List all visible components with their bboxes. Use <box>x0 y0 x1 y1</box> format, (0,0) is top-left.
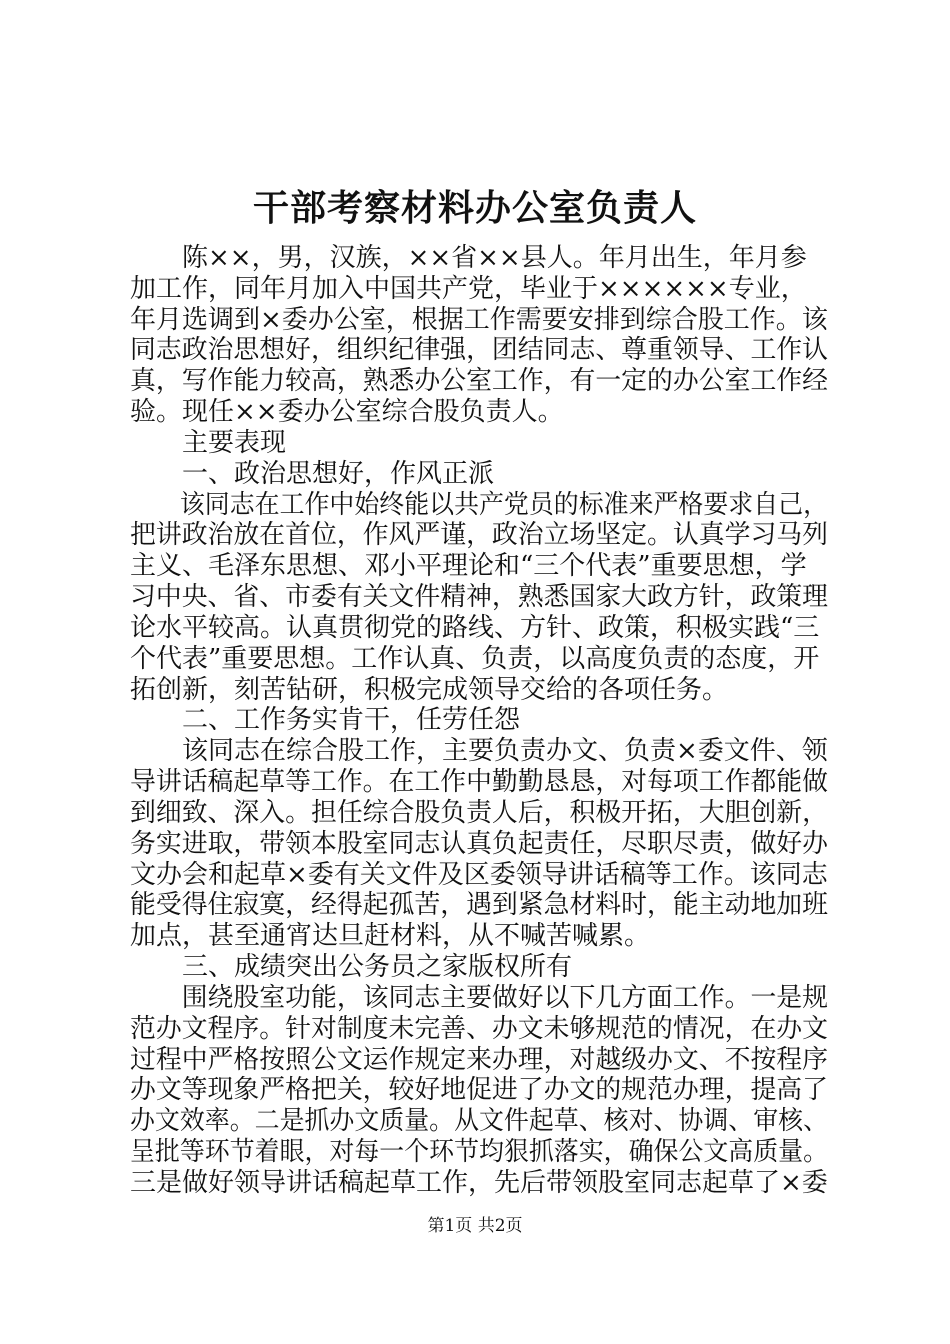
text-line: 二、工作务实肯干，任劳任怨 <box>130 705 521 735</box>
text-line: 同志政治思想好，组织纪律强，团结同志、尊重领导、工作认 <box>130 335 829 365</box>
text-line: 验。现任××委办公室综合股负责人。 <box>130 397 564 427</box>
text-line: 办文效率。二是抓办文质量。从文件起草、核对、协调、审核、 <box>130 1106 829 1136</box>
text-line: 三、成绩突出公务员之家版权所有 <box>130 952 573 982</box>
text-line: 办文等现象严格把关，较好地促进了办文的规范办理，提高了 <box>130 1075 829 1105</box>
text-line: 个代表”重要思想。工作认真、负责，以高度负责的态度，开 <box>130 644 820 674</box>
text-line: 围绕股室功能，该同志主要做好以下几方面工作。一是规 <box>130 983 829 1013</box>
text-line: 呈批等环节着眼，对每一个环节均狠抓落实，确保公文高质量。 <box>130 1137 829 1167</box>
text-line: 文办会和起草×委有关文件及区委领导讲话稿等工作。该同志 <box>130 860 828 890</box>
text-line: 能受得住寂寞，经得起孤苦，遇到紧急材料时，能主动地加班 <box>130 890 829 920</box>
text-line: 导讲话稿起草等工作。在工作中勤勤恳恳，对每项工作都能做 <box>130 767 829 797</box>
page-title: 干部考察材料办公室负责人 <box>252 187 697 229</box>
text-line: 真，写作能力较高，熟悉办公室工作，有一定的办公室工作经 <box>130 366 829 396</box>
text-line: 范办文程序。针对制度未完善、办文未够规范的情况，在办文 <box>130 1014 829 1044</box>
page-footer: 第1页 共2页 <box>427 1216 523 1236</box>
text-line: 陈××，男，汉族，××省××县人。年月出生，年月参 <box>130 243 807 273</box>
text-line: 过程中严格按照公文运作规定来办理，对越级办文、不按程序 <box>130 1045 829 1075</box>
text-line: 加点，甚至通宵达旦赶材料，从不喊苦喊累。 <box>130 921 651 951</box>
text-line: 该同志在工作中始终能以共产党员的标准来严格要求自己， <box>130 490 829 520</box>
text-line: 把讲政治放在首位，作风严谨，政治立场坚定。认真学习马列 <box>130 520 829 550</box>
text-line: 一、政治思想好，作风正派 <box>130 459 495 489</box>
text-line: 论水平较高。认真贯彻党的路线、方针、政策，积极实践“三 <box>130 613 820 643</box>
text-line: 主义、毛泽东思想、邓小平理论和“三个代表”重要思想，学 <box>130 551 807 581</box>
text-line: 三是做好领导讲话稿起草工作，先后带领股室同志起草了×委 <box>130 1168 828 1198</box>
text-line: 拓创新，刻苦钻研，积极完成领导交给的各项任务。 <box>130 675 729 705</box>
text-line: 该同志在综合股工作，主要负责办文、负责×委文件、领 <box>130 736 828 766</box>
text-line: 习中央、省、市委有关文件精神，熟悉国家大政方针，政策理 <box>130 582 829 612</box>
text-line: 加工作，同年月加入中国共产党，毕业于××××××专业， <box>130 274 807 304</box>
text-line: 年月选调到×委办公室，根据工作需要安排到综合股工作。该 <box>130 305 828 335</box>
text-line: 务实进取，带领本股室同志认真负起责任，尽职尽责，做好办 <box>130 829 829 859</box>
text-line: 主要表现 <box>130 428 287 458</box>
text-line: 到细致、深入。担任综合股负责人后，积极开拓，大胆创新， <box>130 798 829 828</box>
